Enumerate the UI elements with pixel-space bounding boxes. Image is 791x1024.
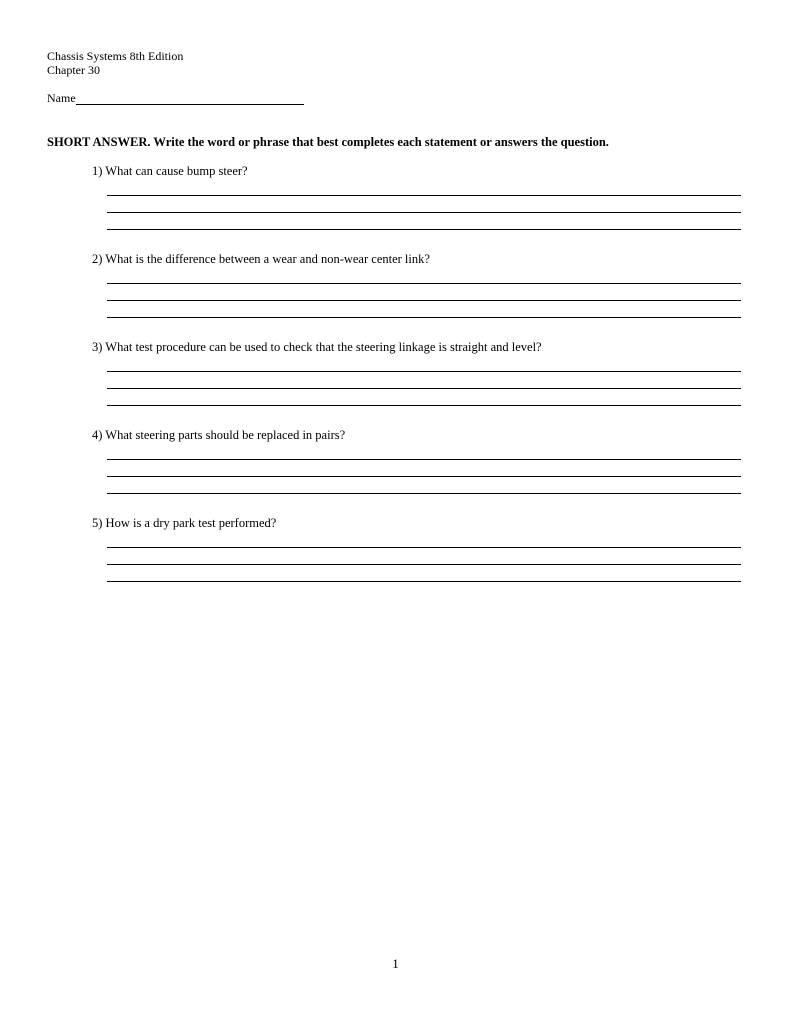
answer-lines-4[interactable] bbox=[107, 459, 741, 510]
question-2: 2) What is the difference between a wear and non-wear center link? bbox=[92, 252, 430, 266]
answer-line[interactable] bbox=[107, 547, 741, 548]
answer-line[interactable] bbox=[107, 388, 741, 389]
page-number: 1 bbox=[392, 956, 399, 971]
question-1: 1) What can cause bump steer? bbox=[92, 164, 248, 178]
answer-line[interactable] bbox=[107, 405, 741, 406]
chapter-label: Chapter 30 bbox=[47, 63, 100, 77]
name-label: Name bbox=[47, 91, 76, 105]
answer-line[interactable] bbox=[107, 195, 741, 196]
answer-line[interactable] bbox=[107, 371, 741, 372]
book-title: Chassis Systems 8th Edition bbox=[47, 49, 184, 63]
answer-line[interactable] bbox=[107, 283, 741, 284]
answer-line[interactable] bbox=[107, 229, 741, 230]
answer-lines-3[interactable] bbox=[107, 371, 741, 422]
answer-line[interactable] bbox=[107, 581, 741, 582]
answer-lines-2[interactable] bbox=[107, 283, 741, 334]
question-5: 5) How is a dry park test performed? bbox=[92, 516, 277, 530]
answer-line[interactable] bbox=[107, 300, 741, 301]
question-4: 4) What steering parts should be replaced in pairs? bbox=[92, 428, 346, 442]
answer-line[interactable] bbox=[107, 212, 741, 213]
answer-line[interactable] bbox=[107, 493, 741, 494]
name-field[interactable] bbox=[76, 92, 304, 105]
answer-lines-5[interactable] bbox=[107, 547, 741, 598]
answer-line[interactable] bbox=[107, 476, 741, 477]
document-header bbox=[47, 49, 183, 77]
instructions: SHORT ANSWER. Write the word or phrase that best completes each statement or answers the question. bbox=[47, 135, 609, 149]
answer-lines-1[interactable] bbox=[107, 195, 741, 246]
question-3: 3) What test procedure can be used to check that the steering linkage is straight and level? bbox=[92, 340, 542, 354]
name-row bbox=[47, 91, 304, 105]
answer-line[interactable] bbox=[107, 459, 741, 460]
answer-line[interactable] bbox=[107, 317, 741, 318]
answer-line[interactable] bbox=[107, 564, 741, 565]
